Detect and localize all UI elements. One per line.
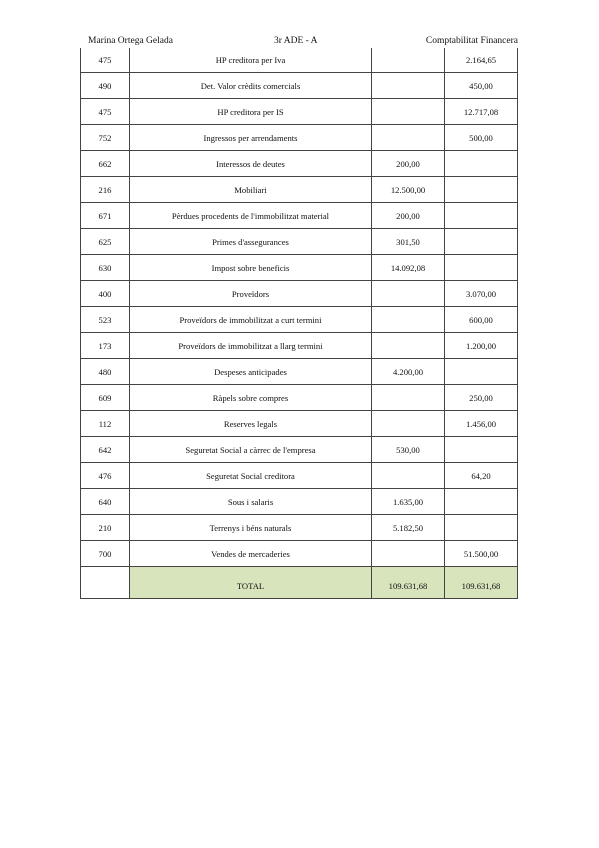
account-code-cell: 475 [81,99,130,125]
account-name-cell: HP creditora per IS [130,99,372,125]
account-code-cell: 523 [81,307,130,333]
table-row [81,151,518,177]
table-row [81,515,518,541]
account-name-cell: Pèrdues procedents de l'immobilitzat material [130,203,372,229]
credit-cell [445,151,518,177]
debit-cell [372,48,445,73]
table-row [81,281,518,307]
subject-name: Comptabilitat Financera [425,36,518,46]
account-code-cell: 752 [81,125,130,151]
debit-cell: 200,00 [372,151,445,177]
credit-cell: 51.500,00 [445,541,518,567]
debit-cell [372,99,445,125]
credit-cell: 1.200,00 [445,333,518,359]
debit-cell: 4.200,00 [372,359,445,385]
account-code-cell: 210 [81,515,130,541]
account-name-cell: Det. Valor crèdits comercials [130,73,372,99]
table-row [81,541,518,567]
debit-cell [372,125,445,151]
credit-cell [445,229,518,255]
account-code-cell: 630 [81,255,130,281]
debit-cell [372,385,445,411]
account-name-cell: HP creditora per Iva [130,48,372,73]
account-code-cell: 662 [81,151,130,177]
account-name-cell: Primes d'assegurances [130,229,372,255]
credit-cell [445,255,518,281]
debit-cell: 530,00 [372,437,445,463]
credit-cell [445,203,518,229]
account-code-cell: 640 [81,489,130,515]
account-code-cell: 625 [81,229,130,255]
account-name-cell: Terrenys i béns naturals [130,515,372,541]
table-row [81,333,518,359]
account-code-cell: 400 [81,281,130,307]
debit-cell: 301,50 [372,229,445,255]
account-code-cell: 173 [81,333,130,359]
credit-cell: 500,00 [445,125,518,151]
total-debit: 109.631,68 [372,567,445,599]
account-name-cell: Interessos de deutes [130,151,372,177]
account-code-cell: 671 [81,203,130,229]
total-empty-cell [81,567,130,599]
table-row [81,489,518,515]
account-code-cell: 476 [81,463,130,489]
account-code-cell: 609 [81,385,130,411]
credit-cell: 3.070,00 [445,281,518,307]
account-name-cell: Ràpels sobre compres [130,385,372,411]
table-row [81,99,518,125]
credit-cell: 250,00 [445,385,518,411]
table-row [81,73,518,99]
debit-cell [372,541,445,567]
account-code-cell: 475 [81,48,130,73]
account-name-cell: Proveïdors [130,281,372,307]
account-code-cell: 480 [81,359,130,385]
account-name-cell: Proveïdors de immobilitzat a curt termini [130,307,372,333]
debit-cell [372,307,445,333]
credit-cell [445,177,518,203]
account-name-cell: Vendes de mercaderies [130,541,372,567]
debit-cell [372,73,445,99]
table-row [81,437,518,463]
table-row [81,177,518,203]
credit-cell: 600,00 [445,307,518,333]
table-row [81,385,518,411]
table-row [81,203,518,229]
account-code-cell: 112 [81,411,130,437]
debit-cell: 1.635,00 [372,489,445,515]
account-name-cell: Mobiliari [130,177,372,203]
table-row [81,255,518,281]
credit-cell: 2.164,65 [445,48,518,73]
credit-cell: 1.456,00 [445,411,518,437]
account-code-cell: 490 [81,73,130,99]
table-row [81,359,518,385]
account-name-cell: Seguretat Social creditora [130,463,372,489]
total-credit: 109.631,68 [445,567,518,599]
trial-balance-table [80,48,518,599]
author-name: Marina Ortega Gelada [88,36,173,46]
table-row [81,307,518,333]
total-label: TOTAL [130,567,372,599]
account-name-cell: Impost sobre beneficis [130,255,372,281]
credit-cell: 12.717,08 [445,99,518,125]
debit-cell: 5.182,50 [372,515,445,541]
debit-cell: 12.500,00 [372,177,445,203]
account-code-cell: 642 [81,437,130,463]
credit-cell [445,359,518,385]
credit-cell [445,515,518,541]
debit-cell [372,411,445,437]
credit-cell [445,489,518,515]
course-name: 3r ADE - A [274,36,318,46]
debit-cell: 200,00 [372,203,445,229]
table-row [81,48,518,73]
credit-cell: 450,00 [445,73,518,99]
table-row [81,125,518,151]
account-name-cell: Reserves legals [130,411,372,437]
credit-cell: 64,20 [445,463,518,489]
total-row [81,567,518,599]
debit-cell [372,463,445,489]
debit-cell [372,333,445,359]
account-code-cell: 216 [81,177,130,203]
table-row [81,411,518,437]
account-name-cell: Ingressos per arrendaments [130,125,372,151]
debit-cell: 14.092,08 [372,255,445,281]
account-name-cell: Despeses anticipades [130,359,372,385]
account-name-cell: Proveïdors de immobilitzat a llarg termini [130,333,372,359]
debit-cell [372,281,445,307]
table-row [81,229,518,255]
account-name-cell: Seguretat Social a càrrec de l'empresa [130,437,372,463]
account-name-cell: Sous i salaris [130,489,372,515]
account-code-cell: 700 [81,541,130,567]
trial-balance-body [81,48,518,599]
table-row [81,463,518,489]
credit-cell [445,437,518,463]
